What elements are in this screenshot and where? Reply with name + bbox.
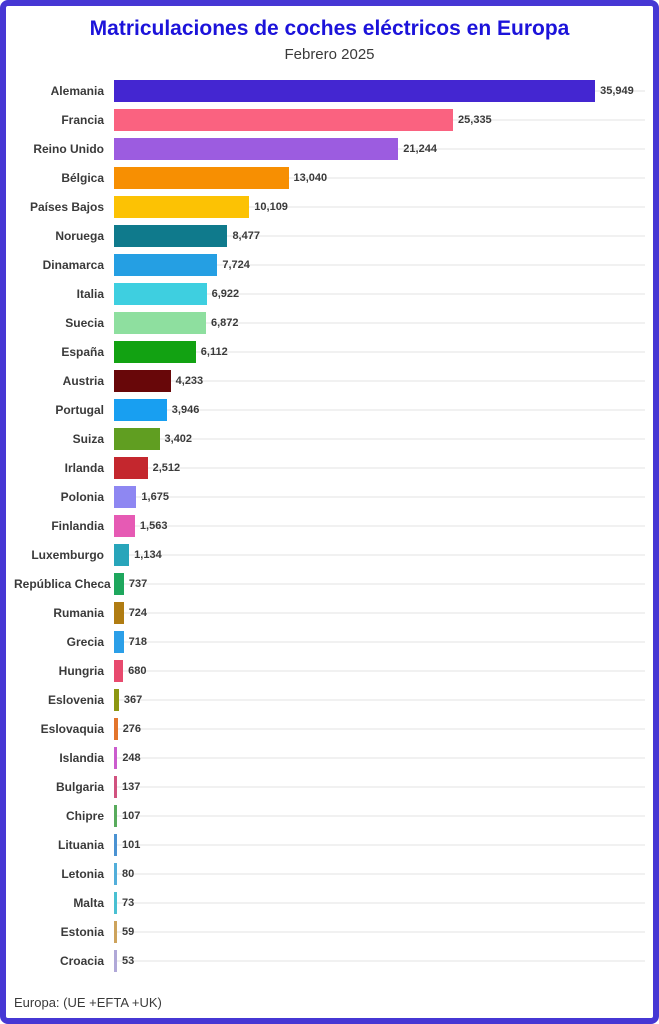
country-label: Eslovaquia xyxy=(40,721,104,736)
chart-subtitle: Febrero 2025 xyxy=(284,46,375,63)
value-label: 367 xyxy=(123,693,143,706)
value-label: 724 xyxy=(128,606,148,619)
chart-row xyxy=(14,569,645,598)
chart-row xyxy=(14,830,645,859)
bar xyxy=(114,892,117,914)
bar-track xyxy=(114,569,645,598)
bar-track xyxy=(114,366,645,395)
chart-header xyxy=(6,6,653,66)
value-label: 1,134 xyxy=(134,548,162,561)
value-label: 35,949 xyxy=(600,84,634,97)
bar-track xyxy=(114,250,645,279)
bar xyxy=(114,457,148,479)
chart-row xyxy=(14,743,645,772)
country-label: Lituania xyxy=(57,837,104,852)
chart-row xyxy=(14,482,645,511)
bar xyxy=(114,109,453,131)
bar-track xyxy=(114,743,645,772)
bar xyxy=(114,167,289,189)
chart-row xyxy=(14,395,645,424)
chart-row xyxy=(14,221,645,250)
chart-row xyxy=(14,714,645,743)
country-label: Bélgica xyxy=(61,170,104,185)
value-label: 7,724 xyxy=(222,258,250,271)
country-label: Malta xyxy=(73,895,104,910)
bar-track xyxy=(114,540,645,569)
country-label: Suecia xyxy=(65,315,104,330)
row-gridline xyxy=(114,641,645,643)
bar-track xyxy=(114,395,645,424)
row-gridline xyxy=(114,728,645,730)
bar-track xyxy=(114,76,645,105)
row-gridline xyxy=(114,844,645,846)
bar xyxy=(114,921,117,943)
value-label: 25,335 xyxy=(458,113,492,126)
value-label: 1,675 xyxy=(141,490,169,503)
value-label: 3,946 xyxy=(171,403,200,416)
bar-chart xyxy=(6,76,653,975)
value-label: 21,244 xyxy=(403,142,437,155)
bar xyxy=(114,225,227,247)
country-label: Noruega xyxy=(55,228,104,243)
bar-track xyxy=(114,337,645,366)
bar xyxy=(114,805,117,827)
value-label: 6,872 xyxy=(210,316,239,329)
row-gridline xyxy=(114,612,645,614)
country-label: Francia xyxy=(61,112,104,127)
chart-title: Matriculaciones de coches eléctricos en Europa xyxy=(89,17,570,40)
bar xyxy=(114,660,123,682)
country-label: Irlanda xyxy=(64,460,104,475)
bar-track xyxy=(114,163,645,192)
row-gridline xyxy=(114,757,645,759)
chart-row xyxy=(14,366,645,395)
bar-track xyxy=(114,656,645,685)
value-label: 80 xyxy=(122,867,135,880)
chart-row xyxy=(14,337,645,366)
country-label: Hungria xyxy=(58,663,104,678)
value-label: 6,112 xyxy=(200,345,228,358)
bar xyxy=(114,747,117,769)
value-label: 10,109 xyxy=(254,200,288,213)
chart-row xyxy=(14,105,645,134)
chart-row xyxy=(14,540,645,569)
row-gridline xyxy=(114,815,645,817)
value-label: 276 xyxy=(122,722,142,735)
chart-row xyxy=(14,134,645,163)
bar-track xyxy=(114,221,645,250)
row-gridline xyxy=(114,554,645,556)
country-label: Rumania xyxy=(53,605,104,620)
value-label: 718 xyxy=(128,635,147,648)
value-label: 737 xyxy=(128,577,148,590)
bar xyxy=(114,631,124,653)
value-label: 73 xyxy=(122,896,135,909)
chart-row xyxy=(14,424,645,453)
value-label: 59 xyxy=(122,925,135,938)
chart-row xyxy=(14,801,645,830)
bar xyxy=(114,950,117,972)
bar xyxy=(114,573,124,595)
row-gridline xyxy=(114,960,645,962)
row-gridline xyxy=(114,670,645,672)
bar-track xyxy=(114,511,645,540)
bar xyxy=(114,80,595,102)
bar xyxy=(114,283,207,305)
value-label: 6,922 xyxy=(211,287,240,300)
value-label: 4,233 xyxy=(175,374,204,387)
bar xyxy=(114,602,124,624)
bar-track xyxy=(114,105,645,134)
row-gridline xyxy=(114,438,645,440)
row-gridline xyxy=(114,931,645,933)
country-label: Chipre xyxy=(65,808,104,823)
country-label: Dinamarca xyxy=(42,257,104,272)
value-label: 248 xyxy=(122,751,141,764)
bar-track xyxy=(114,888,645,917)
value-label: 2,512 xyxy=(152,461,181,474)
country-label: Portugal xyxy=(55,402,104,417)
chart-footer xyxy=(6,975,653,1018)
bar xyxy=(114,486,136,508)
bar-track xyxy=(114,279,645,308)
country-label: Estonia xyxy=(60,924,104,939)
bar-track xyxy=(114,714,645,743)
value-label: 680 xyxy=(128,664,147,677)
bar-track xyxy=(114,917,645,946)
chart-row xyxy=(14,250,645,279)
row-gridline xyxy=(114,786,645,788)
bar-track xyxy=(114,308,645,337)
bar-track xyxy=(114,424,645,453)
bar-track xyxy=(114,859,645,888)
bar xyxy=(114,515,135,537)
value-label: 107 xyxy=(122,809,141,822)
chart-row xyxy=(14,888,645,917)
row-gridline xyxy=(114,873,645,875)
country-label: Finlandia xyxy=(51,518,104,533)
chart-row xyxy=(14,308,645,337)
bar-track xyxy=(114,453,645,482)
value-label: 8,477 xyxy=(232,229,260,242)
country-label: Luxemburgo xyxy=(31,547,104,562)
bar-track xyxy=(114,946,645,975)
chart-row xyxy=(14,163,645,192)
row-gridline xyxy=(114,496,645,498)
bar xyxy=(114,718,118,740)
bar xyxy=(114,341,196,363)
bar-track xyxy=(114,801,645,830)
chart-row xyxy=(14,917,645,946)
chart-row xyxy=(14,946,645,975)
value-label: 137 xyxy=(122,780,141,793)
bar-track xyxy=(114,598,645,627)
bar-track xyxy=(114,772,645,801)
bar xyxy=(114,312,206,334)
chart-row xyxy=(14,656,645,685)
country-label: Suiza xyxy=(72,431,104,446)
row-gridline xyxy=(114,699,645,701)
chart-row xyxy=(14,279,645,308)
bar xyxy=(114,196,249,218)
bar xyxy=(114,254,217,276)
footer-note: Europa: (UE +EFTA +UK) xyxy=(14,995,162,1010)
country-label: República Checa xyxy=(14,576,111,591)
country-label: Países Bajos xyxy=(29,199,104,214)
row-gridline xyxy=(114,583,645,585)
bar xyxy=(114,399,167,421)
bar-track xyxy=(114,627,645,656)
bar-track xyxy=(114,685,645,714)
country-label: Letonia xyxy=(61,866,104,881)
chart-row xyxy=(14,76,645,105)
value-label: 101 xyxy=(122,838,141,851)
country-label: Alemania xyxy=(50,83,104,98)
country-label: Grecia xyxy=(66,634,104,649)
bar xyxy=(114,863,117,885)
bar-track xyxy=(114,482,645,511)
bar xyxy=(114,689,119,711)
chart-row xyxy=(14,511,645,540)
bar xyxy=(114,370,171,392)
country-label: Islandia xyxy=(59,750,104,765)
chart-row xyxy=(14,627,645,656)
chart-row xyxy=(14,685,645,714)
value-label: 53 xyxy=(122,954,135,967)
country-label: Italia xyxy=(76,286,104,301)
bar xyxy=(114,138,398,160)
chart-row xyxy=(14,859,645,888)
country-label: España xyxy=(61,344,104,359)
value-label: 1,563 xyxy=(139,519,168,532)
bar-track xyxy=(114,830,645,859)
row-gridline xyxy=(114,525,645,527)
chart-row xyxy=(14,192,645,221)
bar xyxy=(114,834,117,856)
bar xyxy=(114,544,129,566)
country-label: Polonia xyxy=(60,489,104,504)
chart-row xyxy=(14,598,645,627)
bar-track xyxy=(114,192,645,221)
row-gridline xyxy=(114,467,645,469)
row-gridline xyxy=(114,902,645,904)
country-label: Bulgaria xyxy=(55,779,104,794)
country-label: Eslovenia xyxy=(47,692,104,707)
country-label: Austria xyxy=(62,373,104,388)
chart-row xyxy=(14,453,645,482)
value-label: 3,402 xyxy=(164,432,193,445)
bar xyxy=(114,428,160,450)
chart-row xyxy=(14,772,645,801)
value-label: 13,040 xyxy=(293,171,328,184)
bar-track xyxy=(114,134,645,163)
country-label: Reino Unido xyxy=(33,141,104,156)
country-label: Croacia xyxy=(59,953,104,968)
bar xyxy=(114,776,117,798)
